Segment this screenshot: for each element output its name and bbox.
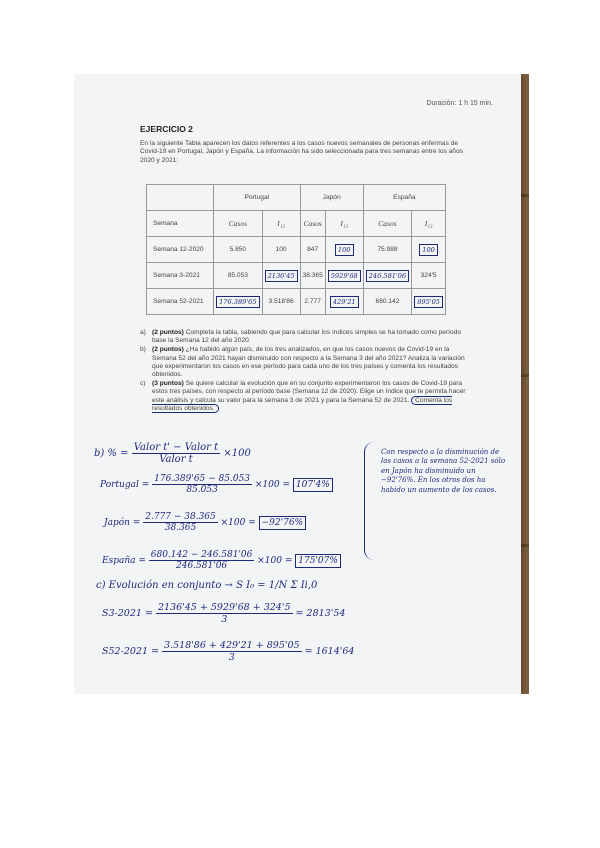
calc-denominator: 38.365 — [164, 523, 197, 533]
casos-cell: 5.850 — [214, 237, 262, 263]
index-cell: 324'5 — [412, 263, 446, 289]
index-cell — [325, 263, 363, 289]
handwritten-index: 5929'68 — [328, 270, 361, 282]
question-item — [140, 329, 470, 345]
casos-cell: 847 — [300, 237, 325, 263]
handwritten-casos: 246.581'06 — [366, 270, 409, 282]
casos-cell: 38.365 — [300, 263, 325, 289]
question-tag: b) — [140, 346, 146, 354]
formula-lhs: % = — [107, 448, 129, 459]
index-cell: 3.518'86 — [262, 289, 300, 315]
formula-fraction — [132, 442, 220, 465]
calc-numerator: 3.518'86 + 429'21 + 895'05 — [164, 640, 300, 651]
casos-cell — [214, 289, 262, 315]
table-subheader-row — [147, 211, 446, 237]
calc-result: 175'07% — [295, 554, 341, 568]
table-header-row — [147, 185, 446, 211]
country-label: Portugal — [100, 480, 139, 490]
formula-tail: ×100 — [223, 448, 251, 459]
calc-tail: ×100 = — [254, 480, 291, 490]
question-list — [140, 329, 470, 414]
country-label: España — [102, 556, 136, 566]
week-label: S52-2021 — [102, 646, 148, 657]
casos-header: Casos — [363, 211, 411, 237]
exam-sheet — [74, 74, 521, 694]
index-header: I₁₂ — [412, 211, 446, 237]
question-item — [140, 380, 470, 413]
answer-espana: España = $\frac{680.142 - 246.581'06}{246.581'06}$ ×100 = 175'07% — [102, 550, 341, 571]
question-tag: c) — [140, 380, 146, 388]
handwritten-index: 100 — [335, 244, 354, 256]
index-header: I₁₂ — [262, 211, 300, 237]
answer-japon: Japón = $\frac{2.777 - 38.365}{38.365}$ ×100 = −92'76% — [104, 512, 306, 533]
handwritten-index: 2136'45 — [265, 270, 298, 282]
index-cell — [262, 263, 300, 289]
country-header: España — [363, 185, 445, 211]
calc-fraction — [149, 550, 255, 571]
curly-brace — [364, 442, 379, 560]
index-cell — [412, 289, 446, 315]
casos-header: Casos — [214, 211, 262, 237]
country-label: Japón — [104, 518, 130, 528]
table-row — [147, 263, 446, 289]
semana-cell: Semana 52-2021 — [147, 289, 214, 315]
question-text: ¿Ha habido algún país, de los tres analizados, en que los casos nuevos de Covid-19 en la Semana 52 del año 2021 hayan disminuido con respecto a la Semana 3 del año 2021? Analiza la variación que experimentaron los casos en ese período para cada uno de los tres países y comenta los resultados obtenidos. — [152, 346, 465, 379]
index-cell — [325, 289, 363, 315]
table-row — [147, 237, 446, 263]
answer-c-heading: c) Evolución en conjunto → S I₀ = 1/N Σ Ii,0 — [96, 580, 318, 591]
question-points: (3 puntos) — [152, 380, 184, 388]
semana-cell: Semana 12-2020 — [147, 237, 214, 263]
calc-fraction — [162, 640, 302, 663]
country-header: Japón — [300, 185, 363, 211]
casos-cell: 680.142 — [363, 289, 411, 315]
calc-denominator: 85.053 — [186, 485, 218, 495]
calc-numerator: 2136'45 + 5929'68 + 324'5 — [157, 602, 291, 613]
formula-numerator: Valor t' − Valor t — [133, 442, 219, 453]
calc-result: = 2813'54 — [295, 608, 346, 619]
index-cell — [325, 237, 363, 263]
answer-b-prefix: b) — [94, 448, 105, 459]
question-text: Se quiere calcular la evolución que en su conjunto experimentaron los casos de Covid-19 para estos tres países, con respecto al período base (Semana 12 de 2020). Elige un índice que te permita hacer este análisis y calcula su valor para la semana 3 de 2021 y para la Semana 52 de 2021. — [152, 380, 466, 404]
calc-numerator: 176.389'65 − 85.053 — [154, 474, 251, 484]
calc-result: −92'76% — [259, 516, 306, 530]
casos-cell: 85.053 — [214, 263, 262, 289]
exercise-intro: En la siguiente Tabla aparecen los datos referentes a los casos nuevos semanales de personas enfermas de Covid-19 en Portugal, Japón y España. La información ha sido seleccionada para tres semanas entre los años 2020 y 2021: — [140, 140, 463, 164]
question-item — [140, 346, 470, 379]
photo-background — [74, 74, 529, 694]
calc-fraction — [156, 602, 293, 625]
calc-denominator: 3 — [228, 652, 235, 663]
table-row — [147, 289, 446, 315]
handwritten-index: 429'21 — [330, 296, 359, 308]
country-header: Portugal — [214, 185, 300, 211]
question-points: (2 puntos) — [152, 329, 184, 336]
question-tag: a) — [140, 329, 146, 336]
question-text: Completa la tabla, sabiendo que para calcular los índices simples se ha tomado como período base la Semana 12 del año 2020. — [152, 329, 461, 345]
semana-cell: Semana 3-2021 — [147, 263, 214, 289]
exercise-title: EJERCICIO 2 — [140, 124, 193, 134]
casos-header: Casos — [300, 211, 325, 237]
formula-denominator: Valor t — [159, 454, 193, 465]
calc-denominator: 3 — [221, 614, 228, 625]
calc-tail: ×100 = — [257, 556, 293, 566]
casos-cell: 75.988 — [363, 237, 411, 263]
calc-result: 107'4% — [293, 478, 333, 492]
circled-instruction: Comenta los resultados obtenidos. — [152, 396, 453, 412]
calc-numerator: 680.142 − 246.581'06 — [150, 550, 253, 560]
answer-s52: S52-2021 = $\frac{3.518'86 + 429'21 + 895'05}{3}$ = 1614'64 — [102, 640, 355, 663]
calc-numerator: 2.777 − 38.365 — [145, 512, 216, 522]
semana-header: Semana — [147, 211, 214, 237]
answer-portugal: Portugal = $\frac{176.389'65 - 85.053}{85.053}$ ×100 = 107'4% — [100, 474, 333, 495]
answer-b-comment: Con respecto a la disminución de los casos a la semana 52-2021 sólo en Japón ha disminuido un −92'76%. En los otros dos ha habido un aumento de los casos. — [381, 448, 506, 494]
week-label: S3-2021 — [102, 608, 142, 619]
answer-b-formula — [94, 442, 251, 465]
handwritten-casos: 176.389'65 — [216, 296, 259, 308]
corner-cell — [147, 185, 214, 211]
calc-denominator: 246.581'06 — [176, 561, 228, 571]
question-points: (2 puntos) — [152, 346, 184, 354]
answer-s3: S3-2021 = $\frac{2136'45 + 5929'68 + 324'5}{3}$ = 2813'54 — [102, 602, 346, 625]
calc-fraction — [143, 512, 218, 533]
calc-fraction — [152, 474, 252, 495]
calc-tail: ×100 = — [220, 518, 256, 528]
calc-result: = 1614'64 — [304, 646, 355, 657]
index-cell: 100 — [262, 237, 300, 263]
handwritten-index: 895'05 — [414, 296, 443, 308]
index-cell — [412, 237, 446, 263]
handwritten-index: 100 — [419, 244, 438, 256]
casos-cell — [363, 263, 411, 289]
data-table — [146, 184, 446, 315]
casos-cell: 2.777 — [300, 289, 325, 315]
duration-label: Duración: 1 h 15 min. — [426, 100, 493, 107]
index-header: I₁₂ — [325, 211, 363, 237]
